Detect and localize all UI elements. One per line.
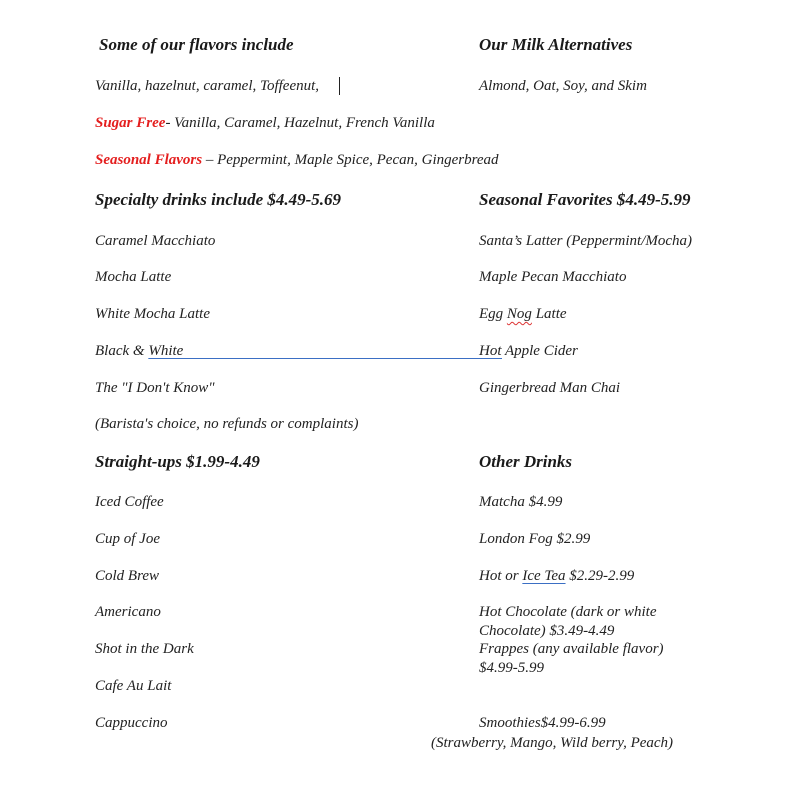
straight-item: Iced Coffee	[95, 494, 164, 510]
sugar-free-list: - Vanilla, Caramel, Hazelnut, French Vanilla	[165, 115, 435, 131]
other-item-hot-chocolate: Hot Chocolate (dark or white	[479, 604, 657, 620]
seasonal-item-hot-cider	[479, 342, 578, 360]
other-item-frappes-price: $4.99-5.99	[479, 660, 544, 676]
seasonal-flavors-list: – Peppermint, Maple Spice, Pecan, Gingerbread	[202, 152, 499, 168]
egg-part: Egg	[479, 306, 507, 322]
straight-item: Cup of Joe	[95, 531, 160, 547]
black-white-part: Black &	[95, 343, 149, 359]
other-item: Matcha $4.99	[479, 494, 563, 510]
specialty-item-idk: The "I Don't Know"	[95, 380, 215, 396]
latte-part: Latte	[531, 306, 567, 322]
flavors-heading: Some of our flavors include	[99, 35, 294, 54]
hot-part: Hot	[479, 343, 502, 359]
other-heading: Other Drinks	[479, 452, 573, 471]
black-white-link-part: White	[148, 343, 184, 359]
straight-item: Americano	[95, 604, 161, 620]
other-item-frappes: Frappes (any available flavor)	[479, 641, 664, 657]
seasonal-item: Maple Pecan Macchiato	[479, 269, 627, 285]
other-item: London Fog $2.99	[479, 531, 591, 547]
text-cursor	[339, 77, 340, 95]
nog-spelling-flag: Nog	[506, 306, 532, 322]
other-item-smoothies: Smoothies$4.99-6.99	[479, 715, 606, 731]
tracked-change-line	[152, 358, 502, 359]
seasonal-item: Gingerbread Man Chai	[479, 380, 621, 396]
idk-note: (Barista's choice, no refunds or complaints)	[95, 416, 359, 432]
specialty-item: White Mocha Latte	[95, 306, 210, 322]
straight-item: Cafe Au Lait	[95, 678, 172, 694]
sugar-free-line	[95, 114, 435, 132]
specialty-heading: Specialty drinks include $4.49-5.69	[95, 190, 342, 209]
apple-cider-part: Apple Cider	[501, 343, 578, 359]
seasonal-heading: Seasonal Favorites $4.49-5.99	[479, 190, 691, 209]
tea-price-part: $2.29-2.99	[565, 568, 635, 584]
ice-tea-flag: Ice Tea	[522, 568, 566, 584]
hot-or-part: Hot or	[479, 568, 523, 584]
milk-list: Almond, Oat, Soy, and Skim	[479, 78, 647, 94]
seasonal-item: Santa’s Latter (Peppermint/Mocha)	[479, 233, 693, 249]
smoothies-flavors: (Strawberry, Mango, Wild berry, Peach)	[431, 735, 674, 751]
specialty-item: Caramel Macchiato	[95, 233, 216, 249]
milk-heading: Our Milk Alternatives	[479, 35, 633, 54]
straight-heading: Straight-ups $1.99-4.49	[95, 452, 260, 471]
straight-item: Cappuccino	[95, 715, 168, 731]
straight-item: Cold Brew	[95, 568, 160, 584]
straight-item: Shot in the Dark	[95, 641, 194, 657]
other-item-hot-chocolate-cont: Chocolate) $3.49-4.49	[479, 623, 615, 639]
flavors-list: Vanilla, hazelnut, caramel, Toffeenut,	[95, 78, 320, 94]
specialty-item: Mocha Latte	[95, 269, 172, 285]
seasonal-flavors-line	[95, 151, 499, 169]
sugar-free-label: Sugar Free	[95, 115, 166, 131]
seasonal-item-egg-nog	[479, 305, 567, 323]
seasonal-flavors-label: Seasonal Flavors	[95, 152, 203, 168]
other-item-hot-ice-tea	[479, 567, 634, 585]
